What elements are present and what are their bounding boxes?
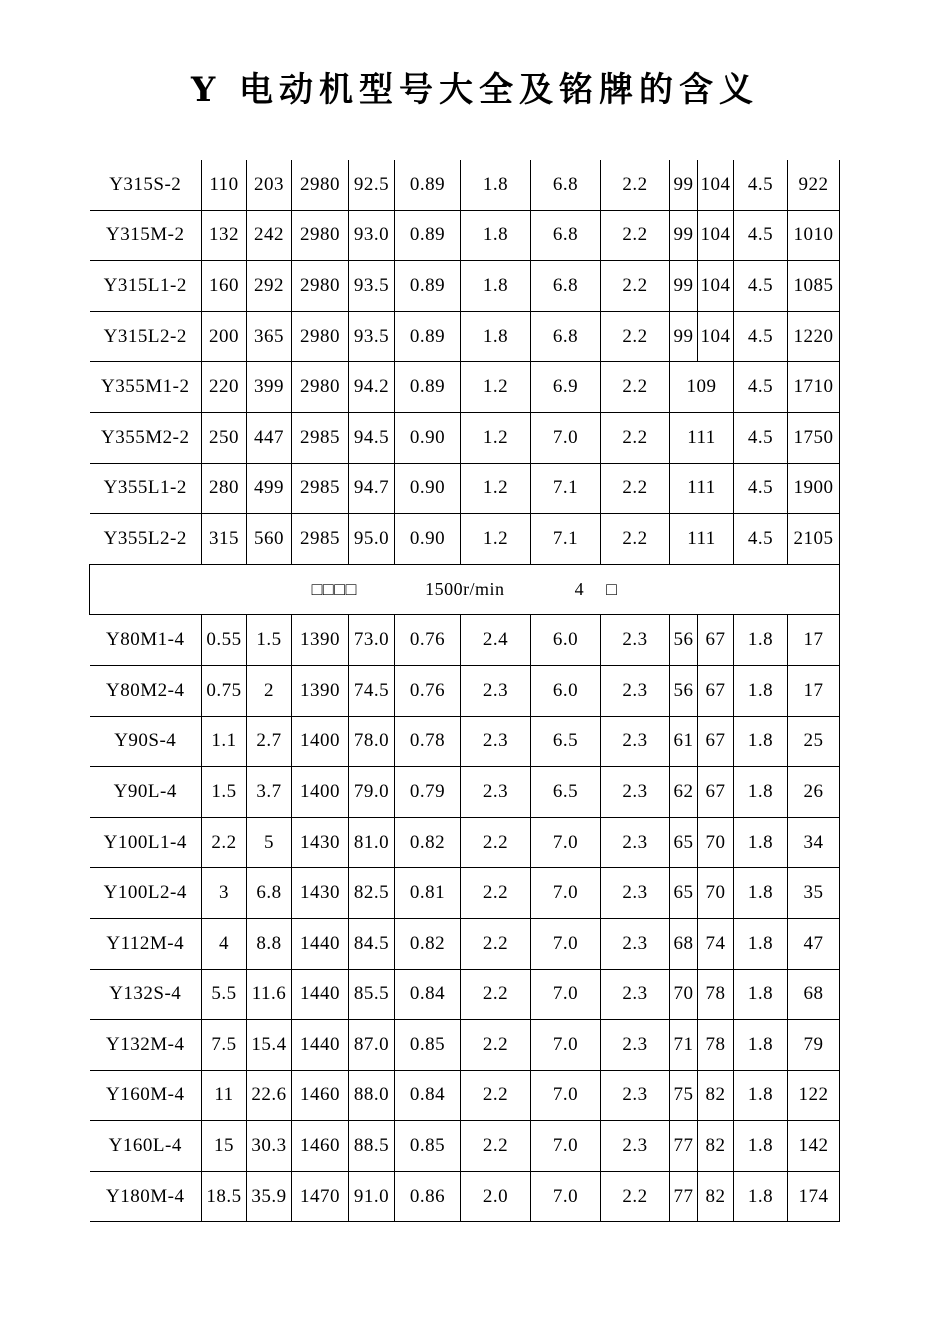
value-cell: 2.0 (461, 1171, 531, 1222)
value-cell: 2.4 (461, 615, 531, 666)
value-cell: 111 (670, 463, 734, 514)
table-row (90, 767, 840, 818)
value-cell: 2.2 (461, 868, 531, 919)
table-row (90, 514, 840, 565)
value-cell: 1460 (292, 1121, 349, 1172)
value-cell: 280 (202, 463, 247, 514)
value-cell: 160 (202, 261, 247, 312)
value-cell: 88.0 (349, 1070, 395, 1121)
section-part: □□□□ (311, 579, 358, 600)
value-cell: 1.8 (734, 1070, 788, 1121)
value-cell: 56 (670, 665, 698, 716)
value-cell: 65 (670, 817, 698, 868)
value-cell: 2.2 (601, 210, 670, 261)
value-cell: 0.90 (395, 412, 461, 463)
value-cell: 2 (247, 665, 292, 716)
table-row (90, 1070, 840, 1121)
value-cell: 0.84 (395, 1070, 461, 1121)
value-cell: 7.0 (531, 1171, 601, 1222)
table-row (90, 412, 840, 463)
value-cell: 1.8 (734, 868, 788, 919)
value-cell: 2.3 (601, 716, 670, 767)
value-cell: 7.1 (531, 514, 601, 565)
table-row (90, 1121, 840, 1172)
value-cell: 1220 (788, 311, 840, 362)
value-cell: 1440 (292, 1020, 349, 1071)
value-cell: 2.3 (601, 615, 670, 666)
value-cell: 73.0 (349, 615, 395, 666)
section-part: 4 (574, 579, 585, 600)
value-cell: 2.2 (202, 817, 247, 868)
value-cell: 365 (247, 311, 292, 362)
value-cell: 15 (202, 1121, 247, 1172)
value-cell: 7.0 (531, 1121, 601, 1172)
value-cell: 499 (247, 463, 292, 514)
value-cell: 0.76 (395, 665, 461, 716)
value-cell: 2.2 (601, 311, 670, 362)
table-row (90, 918, 840, 969)
value-cell: 2980 (292, 261, 349, 312)
value-cell: 7.0 (531, 817, 601, 868)
value-cell: 35.9 (247, 1171, 292, 1222)
value-cell: 2985 (292, 463, 349, 514)
value-cell: 6.8 (531, 210, 601, 261)
model-cell: Y132S-4 (90, 969, 202, 1020)
value-cell: 2985 (292, 514, 349, 565)
value-cell: 2.3 (601, 918, 670, 969)
value-cell: 78 (698, 969, 734, 1020)
value-cell: 68 (670, 918, 698, 969)
value-cell: 1.2 (461, 412, 531, 463)
value-cell: 1.8 (734, 716, 788, 767)
value-cell: 67 (698, 665, 734, 716)
value-cell: 91.0 (349, 1171, 395, 1222)
value-cell: 1.8 (734, 767, 788, 818)
value-cell: 0.78 (395, 716, 461, 767)
value-cell: 25 (788, 716, 840, 767)
model-cell: Y315S-2 (90, 160, 202, 210)
value-cell: 4.5 (734, 311, 788, 362)
section-part: □ (606, 579, 618, 600)
value-cell: 70 (670, 969, 698, 1020)
value-cell: 77 (670, 1121, 698, 1172)
table-row (90, 868, 840, 919)
value-cell: 104 (698, 311, 734, 362)
value-cell: 2.2 (601, 463, 670, 514)
value-cell: 2.2 (461, 1121, 531, 1172)
value-cell: 77 (670, 1171, 698, 1222)
value-cell: 99 (670, 210, 698, 261)
value-cell: 2.2 (461, 1070, 531, 1121)
value-cell: 34 (788, 817, 840, 868)
value-cell: 0.89 (395, 261, 461, 312)
value-cell: 67 (698, 615, 734, 666)
value-cell: 104 (698, 210, 734, 261)
table-row (90, 210, 840, 261)
value-cell: 81.0 (349, 817, 395, 868)
value-cell: 220 (202, 362, 247, 413)
value-cell: 95.0 (349, 514, 395, 565)
value-cell: 1.2 (461, 514, 531, 565)
value-cell: 250 (202, 412, 247, 463)
value-cell: 0.55 (202, 615, 247, 666)
value-cell: 2.2 (601, 514, 670, 565)
table-row (90, 362, 840, 413)
value-cell: 7.1 (531, 463, 601, 514)
value-cell: 1460 (292, 1070, 349, 1121)
value-cell: 1.2 (461, 463, 531, 514)
value-cell: 2980 (292, 210, 349, 261)
value-cell: 1430 (292, 817, 349, 868)
value-cell: 30.3 (247, 1121, 292, 1172)
value-cell: 4.5 (734, 514, 788, 565)
table-row (90, 1020, 840, 1071)
value-cell: 93.0 (349, 210, 395, 261)
value-cell: 1.8 (734, 817, 788, 868)
model-cell: Y180M-4 (90, 1171, 202, 1222)
table-row (90, 463, 840, 514)
value-cell: 1470 (292, 1171, 349, 1222)
value-cell: 0.82 (395, 918, 461, 969)
value-cell: 93.5 (349, 261, 395, 312)
value-cell: 2.3 (601, 767, 670, 818)
table-row (90, 716, 840, 767)
value-cell: 0.89 (395, 311, 461, 362)
value-cell: 4.5 (734, 412, 788, 463)
value-cell: 2.2 (601, 1171, 670, 1222)
value-cell: 0.81 (395, 868, 461, 919)
value-cell: 2985 (292, 412, 349, 463)
value-cell: 7.0 (531, 1070, 601, 1121)
model-cell: Y315L1-2 (90, 261, 202, 312)
value-cell: 1.5 (247, 615, 292, 666)
value-cell: 2.3 (461, 665, 531, 716)
value-cell: 93.5 (349, 311, 395, 362)
value-cell: 0.84 (395, 969, 461, 1020)
model-cell: Y355M2-2 (90, 412, 202, 463)
value-cell: 2.2 (461, 817, 531, 868)
value-cell: 99 (670, 160, 698, 210)
value-cell: 18.5 (202, 1171, 247, 1222)
value-cell: 99 (670, 261, 698, 312)
value-cell: 1400 (292, 767, 349, 818)
value-cell: 174 (788, 1171, 840, 1222)
value-cell: 2980 (292, 311, 349, 362)
table-row (90, 311, 840, 362)
value-cell: 11.6 (247, 969, 292, 1020)
value-cell: 399 (247, 362, 292, 413)
model-cell: Y160L-4 (90, 1121, 202, 1172)
value-cell: 88.5 (349, 1121, 395, 1172)
value-cell: 1.8 (461, 311, 531, 362)
value-cell: 99 (670, 311, 698, 362)
model-cell: Y355L2-2 (90, 514, 202, 565)
value-cell: 0.85 (395, 1121, 461, 1172)
value-cell: 292 (247, 261, 292, 312)
value-cell: 7.5 (202, 1020, 247, 1071)
value-cell: 104 (698, 160, 734, 210)
value-cell: 78 (698, 1020, 734, 1071)
value-cell: 17 (788, 615, 840, 666)
value-cell: 8.8 (247, 918, 292, 969)
value-cell: 62 (670, 767, 698, 818)
value-cell: 560 (247, 514, 292, 565)
value-cell: 82 (698, 1070, 734, 1121)
value-cell: 6.0 (531, 665, 601, 716)
value-cell: 7.0 (531, 1020, 601, 1071)
value-cell: 1.8 (461, 160, 531, 210)
value-cell: 6.8 (531, 160, 601, 210)
value-cell: 1.8 (734, 969, 788, 1020)
section-part: 1500r/min (425, 579, 505, 600)
value-cell: 56 (670, 615, 698, 666)
value-cell: 3.7 (247, 767, 292, 818)
value-cell: 1390 (292, 665, 349, 716)
value-cell: 111 (670, 412, 734, 463)
value-cell: 79 (788, 1020, 840, 1071)
model-cell: Y315L2-2 (90, 311, 202, 362)
value-cell: 6.9 (531, 362, 601, 413)
model-cell: Y315M-2 (90, 210, 202, 261)
value-cell: 4.5 (734, 362, 788, 413)
value-cell: 1750 (788, 412, 840, 463)
value-cell: 61 (670, 716, 698, 767)
value-cell: 7.0 (531, 918, 601, 969)
value-cell: 1.2 (461, 362, 531, 413)
value-cell: 6.8 (531, 261, 601, 312)
value-cell: 0.90 (395, 514, 461, 565)
value-cell: 5 (247, 817, 292, 868)
value-cell: 35 (788, 868, 840, 919)
model-cell: Y100L2-4 (90, 868, 202, 919)
value-cell: 78.0 (349, 716, 395, 767)
value-cell: 2.3 (601, 1121, 670, 1172)
value-cell: 1430 (292, 868, 349, 919)
value-cell: 65 (670, 868, 698, 919)
table-row (90, 261, 840, 312)
value-cell: 5.5 (202, 969, 247, 1020)
value-cell: 1900 (788, 463, 840, 514)
model-cell: Y90S-4 (90, 716, 202, 767)
value-cell: 0.89 (395, 160, 461, 210)
value-cell: 1.8 (734, 665, 788, 716)
value-cell: 315 (202, 514, 247, 565)
value-cell: 26 (788, 767, 840, 818)
value-cell: 0.82 (395, 817, 461, 868)
value-cell: 1.5 (202, 767, 247, 818)
table-row (90, 817, 840, 868)
model-cell: Y112M-4 (90, 918, 202, 969)
model-cell: Y160M-4 (90, 1070, 202, 1121)
model-cell: Y90L-4 (90, 767, 202, 818)
value-cell: 6.0 (531, 615, 601, 666)
value-cell: 74 (698, 918, 734, 969)
value-cell: 47 (788, 918, 840, 969)
value-cell: 74.5 (349, 665, 395, 716)
value-cell: 111 (670, 514, 734, 565)
value-cell: 1440 (292, 918, 349, 969)
model-cell: Y355M1-2 (90, 362, 202, 413)
value-cell: 0.79 (395, 767, 461, 818)
value-cell: 2.3 (601, 1070, 670, 1121)
value-cell: 2.2 (461, 969, 531, 1020)
value-cell: 1.1 (202, 716, 247, 767)
model-cell: Y80M2-4 (90, 665, 202, 716)
value-cell: 75 (670, 1070, 698, 1121)
value-cell: 1390 (292, 615, 349, 666)
value-cell: 4 (202, 918, 247, 969)
value-cell: 1400 (292, 716, 349, 767)
value-cell: 15.4 (247, 1020, 292, 1071)
value-cell: 1.8 (734, 1121, 788, 1172)
value-cell: 0.90 (395, 463, 461, 514)
value-cell: 2.2 (601, 261, 670, 312)
value-cell: 6.8 (531, 311, 601, 362)
value-cell: 1.8 (734, 918, 788, 969)
value-cell: 67 (698, 716, 734, 767)
value-cell: 0.86 (395, 1171, 461, 1222)
value-cell: 142 (788, 1121, 840, 1172)
table-row (90, 969, 840, 1020)
table-row (90, 160, 840, 210)
value-cell: 4.5 (734, 160, 788, 210)
value-cell: 922 (788, 160, 840, 210)
model-cell: Y100L1-4 (90, 817, 202, 868)
value-cell: 0.85 (395, 1020, 461, 1071)
value-cell: 1.8 (461, 261, 531, 312)
value-cell: 2.3 (601, 969, 670, 1020)
value-cell: 447 (247, 412, 292, 463)
value-cell: 6.5 (531, 716, 601, 767)
value-cell: 11 (202, 1070, 247, 1121)
value-cell: 82 (698, 1121, 734, 1172)
value-cell: 2.3 (601, 817, 670, 868)
value-cell: 67 (698, 767, 734, 818)
model-cell: Y80M1-4 (90, 615, 202, 666)
value-cell: 6.8 (247, 868, 292, 919)
value-cell: 70 (698, 817, 734, 868)
value-cell: 70 (698, 868, 734, 919)
value-cell: 87.0 (349, 1020, 395, 1071)
value-cell: 0.76 (395, 615, 461, 666)
section-header (90, 564, 840, 615)
value-cell: 7.0 (531, 969, 601, 1020)
value-cell: 0.89 (395, 362, 461, 413)
value-cell: 2980 (292, 362, 349, 413)
value-cell: 3 (202, 868, 247, 919)
value-cell: 79.0 (349, 767, 395, 818)
value-cell: 7.0 (531, 868, 601, 919)
value-cell: 110 (202, 160, 247, 210)
model-cell: Y132M-4 (90, 1020, 202, 1071)
value-cell: 132 (202, 210, 247, 261)
value-cell: 2.3 (601, 665, 670, 716)
value-cell: 1085 (788, 261, 840, 312)
value-cell: 2.2 (601, 362, 670, 413)
document-title: Y 电动机型号大全及铭牌的含义 (190, 70, 760, 110)
value-cell: 1.8 (734, 1171, 788, 1222)
value-cell: 71 (670, 1020, 698, 1071)
value-cell: 2.2 (601, 412, 670, 463)
value-cell: 84.5 (349, 918, 395, 969)
value-cell: 104 (698, 261, 734, 312)
value-cell: 122 (788, 1070, 840, 1121)
value-cell: 94.7 (349, 463, 395, 514)
value-cell: 2.2 (461, 918, 531, 969)
value-cell: 4.5 (734, 261, 788, 312)
value-cell: 1.8 (734, 615, 788, 666)
value-cell: 2.3 (461, 716, 531, 767)
value-cell: 82.5 (349, 868, 395, 919)
value-cell: 200 (202, 311, 247, 362)
table-row (90, 1171, 840, 1222)
value-cell: 6.5 (531, 767, 601, 818)
table-row (90, 665, 840, 716)
value-cell: 4.5 (734, 463, 788, 514)
value-cell: 0.75 (202, 665, 247, 716)
value-cell: 94.5 (349, 412, 395, 463)
value-cell: 109 (670, 362, 734, 413)
value-cell: 203 (247, 160, 292, 210)
section-header-row (90, 564, 840, 615)
value-cell: 2.3 (601, 868, 670, 919)
value-cell: 7.0 (531, 412, 601, 463)
value-cell: 68 (788, 969, 840, 1020)
value-cell: 4.5 (734, 210, 788, 261)
value-cell: 1010 (788, 210, 840, 261)
value-cell: 2980 (292, 160, 349, 210)
value-cell: 17 (788, 665, 840, 716)
value-cell: 1710 (788, 362, 840, 413)
value-cell: 85.5 (349, 969, 395, 1020)
value-cell: 2.2 (461, 1020, 531, 1071)
value-cell: 92.5 (349, 160, 395, 210)
value-cell: 2.3 (461, 767, 531, 818)
value-cell: 94.2 (349, 362, 395, 413)
value-cell: 242 (247, 210, 292, 261)
value-cell: 2.2 (601, 160, 670, 210)
value-cell: 1.8 (461, 210, 531, 261)
model-cell: Y355L1-2 (90, 463, 202, 514)
value-cell: 1440 (292, 969, 349, 1020)
value-cell: 82 (698, 1171, 734, 1222)
value-cell: 22.6 (247, 1070, 292, 1121)
table-row (90, 615, 840, 666)
motor-spec-table (89, 160, 840, 1222)
value-cell: 2105 (788, 514, 840, 565)
value-cell: 1.8 (734, 1020, 788, 1071)
value-cell: 0.89 (395, 210, 461, 261)
value-cell: 2.7 (247, 716, 292, 767)
value-cell: 2.3 (601, 1020, 670, 1071)
